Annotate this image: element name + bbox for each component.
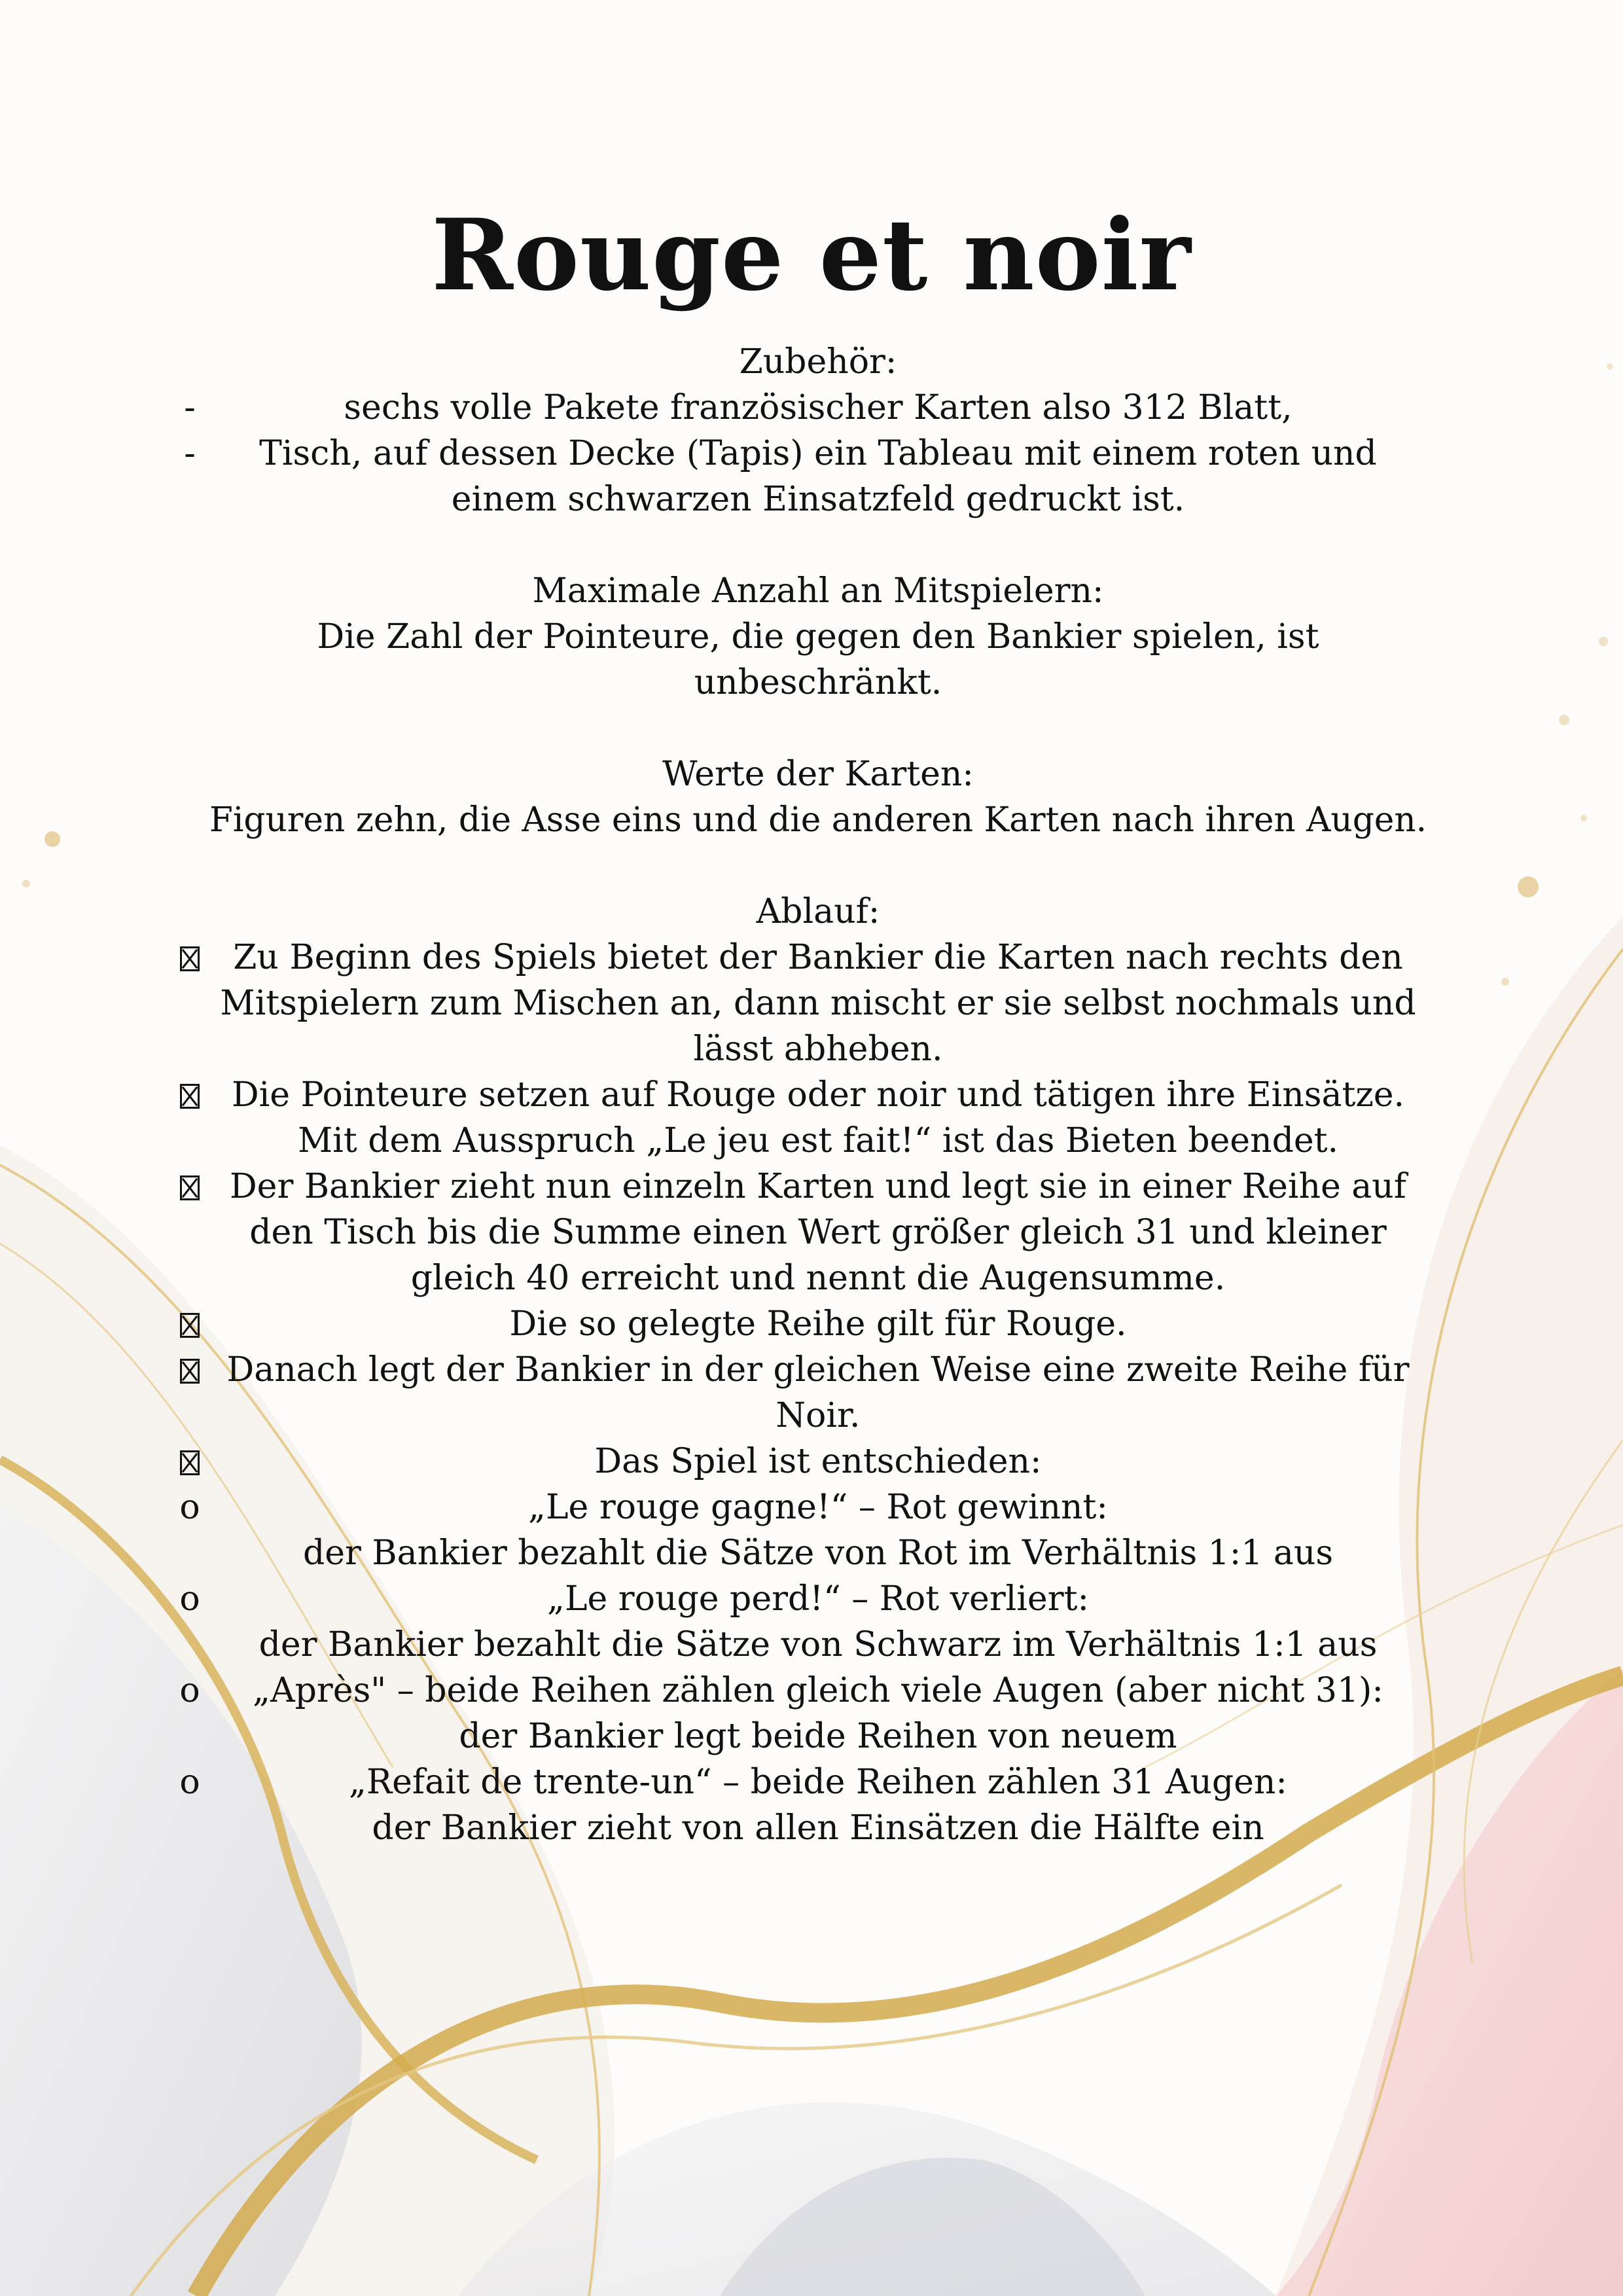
step-item: Zu Beginn des Spiels bietet der Bankier die Karten nach rechts den <box>164 935 1472 980</box>
boxed-x-icon <box>180 946 200 971</box>
step-item: Danach legt der Bankier in der gleichen Weise eine zweite Reihe für <box>164 1347 1472 1393</box>
section-heading-zubehoer: Zubehör: <box>739 342 897 382</box>
paragraph-line: Die Zahl der Pointeure, die gegen den Bankier spielen, ist <box>317 617 1319 656</box>
outcome-item-continuation: der Bankier zieht von allen Einsätzen die Hälfte ein <box>372 1808 1264 1848</box>
outcome-item-continuation: der Bankier legt beide Reihen von neuem <box>459 1717 1177 1756</box>
boxed-x-icon <box>180 1313 200 1338</box>
section-heading-mitspieler: Maximale Anzahl an Mitspielern: <box>532 571 1104 611</box>
circle-bullet: o <box>179 1763 200 1802</box>
outcome-item: o „Refait de trente-un“ – beide Reihen zählen 31 Augen: <box>164 1759 1472 1805</box>
paragraph-line: unbeschränkt. <box>694 663 942 702</box>
outcome-item-continuation: der Bankier bezahlt die Sätze von Rot im Verhältnis 1:1 aus <box>302 1534 1334 1573</box>
paragraph-line: Figuren zehn, die Asse eins und die anderen Karten nach ihren Augen. <box>209 800 1427 840</box>
page-title: Rouge et noir <box>431 198 1192 313</box>
boxed-x-icon <box>180 1084 200 1109</box>
circle-bullet: o <box>179 1488 200 1527</box>
outcome-item-continuation: der Bankier bezahlt die Sätze von Schwarz im Verhältnis 1:1 aus <box>259 1625 1378 1664</box>
step-item: Die Pointeure setzen auf Rouge oder noir und tätigen ihre Einsätze. <box>164 1072 1472 1118</box>
list-item: - Tisch, auf dessen Decke (Tapis) ein Tableau mit einem roten und <box>164 431 1472 476</box>
step-item-continuation: Noir. <box>776 1396 861 1435</box>
list-item: - sechs volle Pakete französischer Karten also 312 Blatt, <box>164 385 1472 431</box>
step-item-continuation: gleich 40 erreicht und nennt die Augensumme. <box>410 1259 1226 1298</box>
section-heading-werte: Werte der Karten: <box>662 755 974 794</box>
circle-bullet: o <box>179 1579 200 1619</box>
section-heading-ablauf: Ablauf: <box>756 892 880 931</box>
step-item-continuation: lässt abheben. <box>693 1030 943 1069</box>
dash-bullet: - <box>184 388 196 427</box>
list-item-continuation: einem schwarzen Einsatzfeld gedruckt ist. <box>451 480 1185 519</box>
circle-bullet: o <box>179 1671 200 1710</box>
step-item-continuation: Mit dem Ausspruch „Le jeu est fait!“ ist das Bieten beendet. <box>297 1121 1339 1160</box>
step-item: Die so gelegte Reihe gilt für Rouge. <box>164 1301 1472 1347</box>
boxed-x-icon <box>180 1450 200 1475</box>
boxed-x-icon <box>180 1175 200 1200</box>
boxed-x-icon <box>180 1359 200 1384</box>
dash-bullet: - <box>184 434 196 473</box>
outcome-item: o „Après" – beide Reihen zählen gleich viele Augen (aber nicht 31): <box>164 1668 1472 1713</box>
step-item-continuation: den Tisch bis die Summe einen Wert größer gleich 31 und kleiner <box>249 1213 1387 1252</box>
document-body <box>164 339 1472 1851</box>
step-item: Das Spiel ist entschieden: <box>164 1439 1472 1484</box>
step-item-continuation: Mitspielern zum Mischen an, dann mischt er sie selbst nochmals und <box>220 984 1416 1023</box>
outcome-item: o „Le rouge gagne!“ – Rot gewinnt: <box>164 1484 1472 1530</box>
step-item: Der Bankier zieht nun einzeln Karten und legt sie in einer Reihe auf <box>164 1164 1472 1210</box>
outcome-item: o „Le rouge perd!“ – Rot verliert: <box>164 1576 1472 1622</box>
